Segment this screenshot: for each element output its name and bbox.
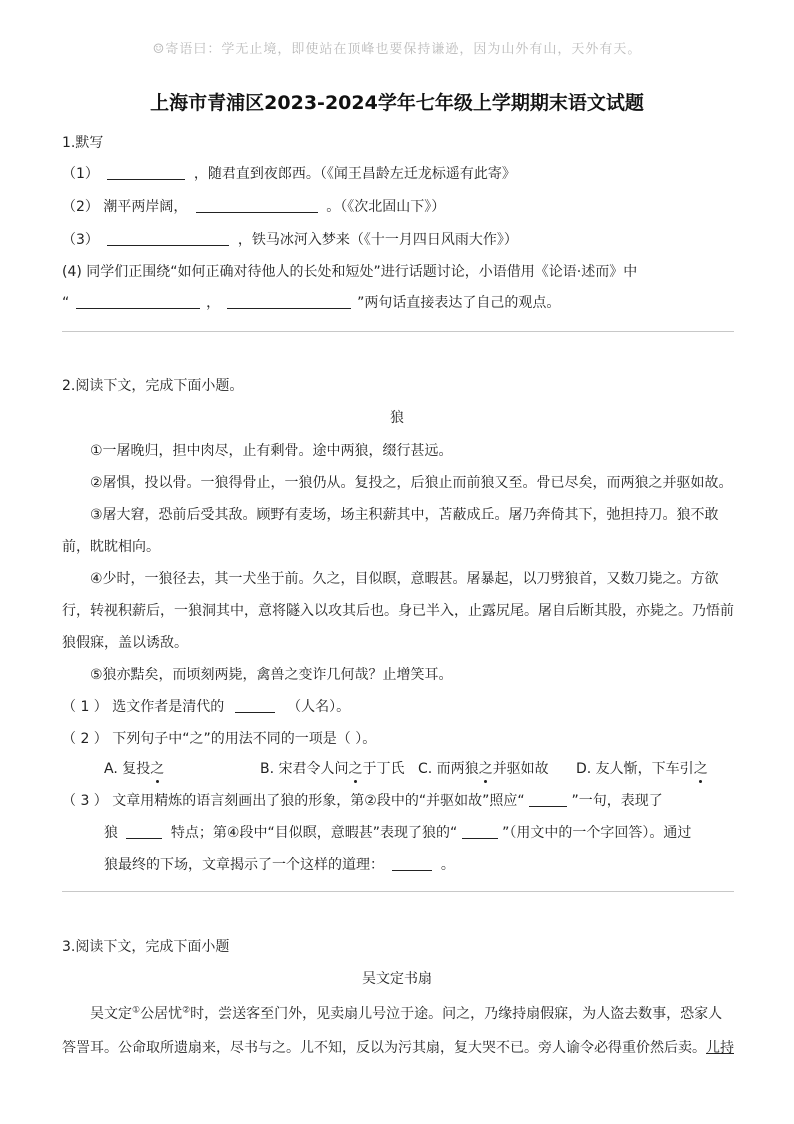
passage-title: 吴文定书扇 bbox=[362, 971, 432, 987]
sub-question-2 bbox=[62, 728, 376, 748]
answer-blank[interactable] bbox=[126, 824, 162, 839]
emphasis-char: 之 bbox=[478, 761, 493, 777]
paragraph-1: ①一屠晚归，担中肉尽，止有剩骨。途中两狼，缀行甚远。 bbox=[90, 443, 453, 459]
sub-question-1 bbox=[62, 696, 350, 716]
open-quote: “ bbox=[62, 295, 70, 311]
paragraph-4-line-1: ④少时，一狼径去，其一犬坐于前。久之，目似瞑，意暇甚。屠暴起，以刀劈狼首，又数刀毙之。方欲 bbox=[90, 571, 719, 587]
sub-question-1-suffix: （人名）。 bbox=[287, 699, 351, 715]
emphasis-char: 之 bbox=[693, 761, 708, 777]
sub-question-number: （ 1 ） bbox=[62, 699, 108, 715]
underlined-sentence: 儿持 bbox=[706, 1040, 734, 1056]
sub-question-3-line-3: 狼最终的下场，文章揭示了一个这样的道理： 。 bbox=[104, 857, 455, 873]
answer-blank[interactable] bbox=[227, 294, 351, 309]
q1-item-4: (4) 同学们正围绕“如何正确对待他人的长处和短处”进行话题讨论，小语借用《论语·述而》中 bbox=[62, 264, 638, 280]
footnote-marker[interactable]: ② bbox=[182, 1005, 191, 1016]
answer-blank[interactable] bbox=[76, 294, 200, 309]
q1-item-3 bbox=[62, 229, 518, 249]
passage-title: 狼 bbox=[390, 410, 404, 426]
answer-blank[interactable] bbox=[392, 856, 432, 871]
q1-item-1-number: （1） bbox=[62, 166, 99, 182]
header-motto: ☺寄语曰：学无止境，即使站在顶峰也要保持谦逊，因为山外有山，天外有天。 bbox=[152, 42, 642, 57]
passage-line-1: 吴文定①公居忧②时，尝送客至门外，见卖扇儿号泣于途。问之，乃缘持扇假寐，为人盗去数事，恐家人 bbox=[90, 1005, 723, 1022]
q1-item-2-suffix: 。（《次北固山下》） bbox=[326, 199, 446, 215]
q2-heading: 2.阅读下文，完成下面小题。 bbox=[62, 378, 244, 394]
answer-blank[interactable] bbox=[529, 792, 567, 807]
answer-blank[interactable] bbox=[196, 198, 318, 213]
q1-item-4-answer bbox=[62, 292, 560, 312]
answer-blank[interactable] bbox=[462, 824, 498, 839]
sub-question-1-prefix: 选文作者是清代的 bbox=[112, 699, 225, 715]
q1-item-3-text: ，铁马冰河入梦来（《十一月四日风雨大作》） bbox=[237, 232, 518, 248]
passage-line-2: 答詈耳。公命取所遗扇来，尽书与之。儿不知，反以为污其扇，复大哭不已。旁人谕令必得重价然后卖。儿持 bbox=[62, 1040, 734, 1056]
option-row bbox=[104, 758, 734, 780]
answer-blank[interactable] bbox=[235, 698, 275, 713]
option-c[interactable]: C. 而两狼之并驱如故 bbox=[418, 761, 549, 777]
q1-item-2 bbox=[62, 196, 445, 216]
paragraph-4-line-3: 狼假寐，盖以诱敌。 bbox=[62, 635, 188, 651]
q1-heading: 1.默写 bbox=[62, 135, 104, 151]
sub-question-3-line-2: 狼 特点；第④段中“目似瞑，意暇甚”表现了狼的“ ”（用文中的一个字回答）。通过 bbox=[104, 825, 692, 841]
sub-question-number: （ 3 ） bbox=[62, 793, 108, 809]
q1-item-4-end: ”两句话直接表达了自己的观点。 bbox=[357, 295, 561, 311]
answer-blank[interactable] bbox=[107, 231, 229, 246]
option-a[interactable]: A. 复投之 bbox=[104, 761, 165, 777]
q1-item-2-number: （2） bbox=[62, 199, 99, 215]
paragraph-3-line-2: 前，眈眈相向。 bbox=[62, 539, 160, 555]
q1-item-2-prefix: 潮平两岸阔， bbox=[103, 199, 188, 215]
answer-blank[interactable] bbox=[107, 165, 185, 180]
section-divider bbox=[62, 891, 734, 892]
paragraph-5: ⑤狼亦黠矣，而顷刻两毙，禽兽之变诈几何哉？止增笑耳。 bbox=[90, 667, 453, 683]
section-divider bbox=[62, 331, 734, 332]
paragraph-4-line-2: 行，转视积薪后，一狼洞其中，意将隧入以攻其后也。身已半入，止露尻尾。屠自后断其股，亦毙之。乃悟前 bbox=[62, 603, 734, 619]
paragraph-3-line-1: ③屠大窘，恐前后受其敌。顾野有麦场，场主积薪其中，苫蔽成丘。屠乃奔倚其下，弛担持刀。狼不敢 bbox=[90, 507, 719, 523]
sub-question-3-line-1: （ 3 ） 文章用精炼的语言刻画出了狼的形象，第②段中的“并驱如故”照应“ ”一句，表现了 bbox=[62, 793, 663, 809]
comma: ， bbox=[206, 295, 221, 311]
q1-item-3-number: （3） bbox=[62, 232, 99, 248]
page-title: 上海市青浦区2023-2024学年七年级上学期期末语文试题 bbox=[150, 92, 644, 114]
option-b[interactable]: B. 宋君令人问之于丁氏 bbox=[260, 761, 405, 777]
emphasis-char: 之 bbox=[348, 761, 363, 777]
option-d[interactable]: D. 友人惭，下车引之 bbox=[576, 761, 708, 777]
paragraph-2: ②屠惧，投以骨。一狼得骨止，一狼仍从。复投之，后狼止而前狼又至。骨已尽矣，而两狼之并驱如故。 bbox=[90, 475, 733, 491]
q1-item-1 bbox=[62, 163, 516, 183]
q1-item-1-text: ，随君直到夜郎西。（《闻王昌龄左迁龙标遥有此寄》 bbox=[193, 166, 516, 182]
q3-heading: 3.阅读下文，完成下面小题 bbox=[62, 939, 230, 955]
footnote-marker[interactable]: ① bbox=[132, 1005, 141, 1016]
sub-question-number: （ 2 ） bbox=[62, 731, 108, 747]
emphasis-char: 之 bbox=[150, 761, 165, 777]
sub-question-2-text: 下列句子中“之”的用法不同的一项是（ ）。 bbox=[112, 731, 377, 747]
